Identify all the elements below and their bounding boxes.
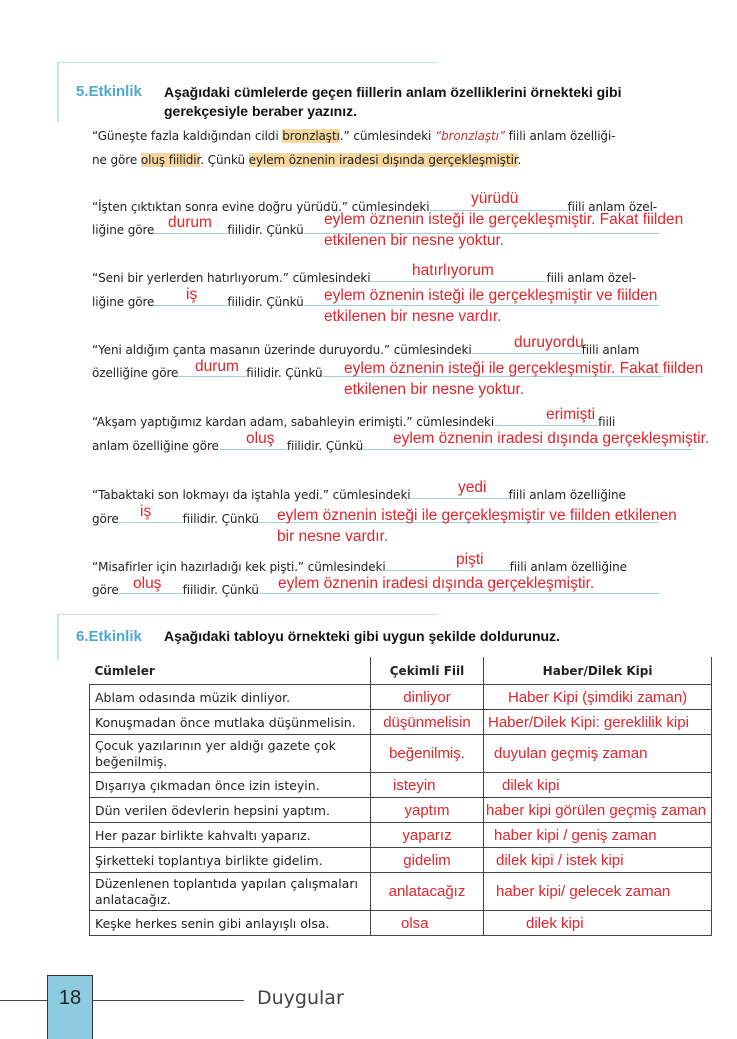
- item2-reason: eylem öznenin isteği ile gerçekleşmiştir ve fiilden etkilenen bir nesne vardır.: [324, 287, 658, 325]
- page-number: 18: [58, 987, 82, 1009]
- table-header-row: [90, 657, 712, 685]
- item1-line1: “İşten çıktıktan sonra evine doğru yürüdü.” cümlesindeki fiili anlam özel-: [92, 196, 657, 214]
- item4-reason: eylem öznenin iradesi dışında gerçekleşmiştir.: [393, 430, 710, 447]
- item1-verb: yürüdü: [471, 190, 519, 207]
- table-row: [90, 685, 712, 710]
- mood-cell: haber kipi görülen geçmiş zaman: [484, 798, 712, 823]
- item4-type: oluş: [246, 430, 275, 447]
- activity6-instruction: Aşağıdaki tabloyu örnekteki gibi uygun şekilde doldurunuz.: [164, 628, 560, 644]
- item4-line2: anlam özelliğine göre fiilidir. Çünkü: [92, 435, 693, 453]
- item6-verb: pişti: [456, 551, 484, 568]
- activity6-number: 6.Etkinlik: [76, 628, 142, 645]
- item6-reason: eylem öznenin iradesi dışında gerçekleşmiştir.: [278, 575, 595, 592]
- table-row: [90, 710, 712, 735]
- verb-cell: beğenilmiş.: [371, 735, 484, 773]
- item2-line2: liğine göre fiilidir. Çünkü: [92, 291, 659, 309]
- item2-verb: hatırlıyorum: [412, 262, 494, 279]
- activity5-number: 5.Etkinlik: [76, 83, 142, 100]
- table-row: [90, 773, 712, 798]
- mood-cell: dilek kipi: [484, 773, 712, 798]
- header-cekimli-fiil: Çekimli Fiil: [371, 657, 484, 685]
- mood-cell: Haber Kipi (şimdiki zaman): [484, 685, 712, 710]
- item6-line2: göre fiilidir. Çünkü: [92, 579, 659, 597]
- item6-type: oluş: [133, 575, 162, 592]
- header-cumleler: Cümleler: [90, 657, 371, 685]
- item5-type: iş: [140, 503, 152, 520]
- instruction-line1: Aşağıdaki cümlelerde geçen fiillerin anlam özelliklerini örnekteki gibi: [164, 84, 622, 100]
- table-row: [90, 823, 712, 848]
- item4-line1: “Akşam yaptığımız kardan adam, sabahleyin erimişti.” cümlesindeki fiili: [92, 411, 615, 429]
- sentence-cell: Dışarıya çıkmadan önce izin isteyin.: [90, 773, 371, 798]
- item4-verb: erimişti: [546, 406, 596, 423]
- item3-line1: “Yeni aldığım çanta masanın üzerinde duruyordu.” cümlesindeki fiili anlam: [92, 339, 639, 357]
- sentence-cell: Çocuk yazılarının yer aldığı gazete çok beğenilmiş.: [90, 735, 371, 773]
- mood-cell: haber kipi / geniş zaman: [484, 823, 712, 848]
- verb-cell: isteyin: [371, 773, 484, 798]
- item1-line2: liğine göre fiilidir. Çünkü: [92, 219, 659, 237]
- verb-cell: yaparız: [371, 823, 484, 848]
- sentence-cell: Keşke herkes senin gibi anlayışlı olsa.: [90, 911, 371, 936]
- mood-cell: dilek kipi: [484, 911, 712, 936]
- verb-cell: yaptım: [371, 798, 484, 823]
- item1-type: durum: [168, 214, 212, 231]
- table-row: [90, 848, 712, 873]
- item2-line1: “Seni bir yerlerden hatırlıyorum.” cümlesindeki fiili anlam özel-: [92, 267, 636, 285]
- item1-reason: eylem öznenin isteği ile gerçekleşmiştir. Fakat fiilden etkilenen bir nesne yoktur.: [324, 211, 684, 249]
- item5-verb: yedi: [458, 479, 487, 496]
- item5-line2: göre fiilidir. Çünkü: [92, 508, 659, 526]
- verb-cell: anlatacağız: [371, 873, 484, 911]
- example-line2: ne göre oluş fiilidir. Çünkü eylem öznenin iradesi dışında gerçekleşmiştir.: [92, 153, 522, 167]
- instruction-line2: gerekçesiyle beraber yazınız.: [164, 103, 357, 119]
- activity5-instruction: [164, 83, 622, 121]
- sentence-cell: Konuşmadan önce mutlaka düşünmelisin.: [90, 710, 371, 735]
- mood-cell: Haber/Dilek Kipi: gereklilik kipi: [484, 710, 712, 735]
- sentence-cell: Düzenlenen toplantıda yapılan çalışmaları anlatacağız.: [90, 873, 371, 911]
- table-row: [90, 798, 712, 823]
- sentence-cell: Dün verilen ödevlerin hepsini yaptım.: [90, 798, 371, 823]
- verb-cell: dinliyor: [371, 685, 484, 710]
- kip-table: [89, 657, 712, 936]
- item3-type: durum: [195, 358, 239, 375]
- mood-cell: duyulan geçmiş zaman: [484, 735, 712, 773]
- footer-line: [0, 1000, 244, 1001]
- item6-line1: “Misafirler için hazırladığı kek pişti.” cümlesindeki fiili anlam özelliğine: [92, 556, 627, 574]
- table-row: [90, 873, 712, 911]
- item2-type: iş: [186, 286, 198, 303]
- sentence-cell: Ablam odasında müzik dinliyor.: [90, 685, 371, 710]
- mood-cell: haber kipi/ gelecek zaman: [484, 873, 712, 911]
- section-title: Duygular: [257, 987, 344, 1009]
- item3-line2: özelliğine göre fiilidir. Çünkü: [92, 362, 663, 380]
- table-row: [90, 911, 712, 936]
- verb-cell: olsa: [371, 911, 484, 936]
- table-row: [90, 735, 712, 773]
- header-kip: Haber/Dilek Kipi: [484, 657, 712, 685]
- mood-cell: dilek kipi / istek kipi: [484, 848, 712, 873]
- example-line1: “Güneşte fazla kaldığından cildi bronzlaştı.” cümlesindeki “bronzlaştı” fiili anlam özelliği-: [92, 129, 616, 143]
- item3-verb: duruyordu: [514, 334, 584, 351]
- verb-cell: düşünmelisin: [371, 710, 484, 735]
- item5-reason: eylem öznenin isteği ile gerçekleşmiştir ve fiilden etkilenen bir nesne vardır.: [277, 507, 677, 545]
- item3-reason: eylem öznenin isteği ile gerçekleşmiştir. Fakat fiilden etkilenen bir nesne yoktur.: [344, 360, 704, 398]
- sentence-cell: Her pazar birlikte kahvaltı yaparız.: [90, 823, 371, 848]
- sentence-cell: Şirketteki toplantıya birlikte gidelim.: [90, 848, 371, 873]
- item5-line1: “Tabaktaki son lokmayı da iştahla yedi.” cümlesindeki fiili anlam özelliğine: [92, 484, 626, 502]
- verb-cell: gidelim: [371, 848, 484, 873]
